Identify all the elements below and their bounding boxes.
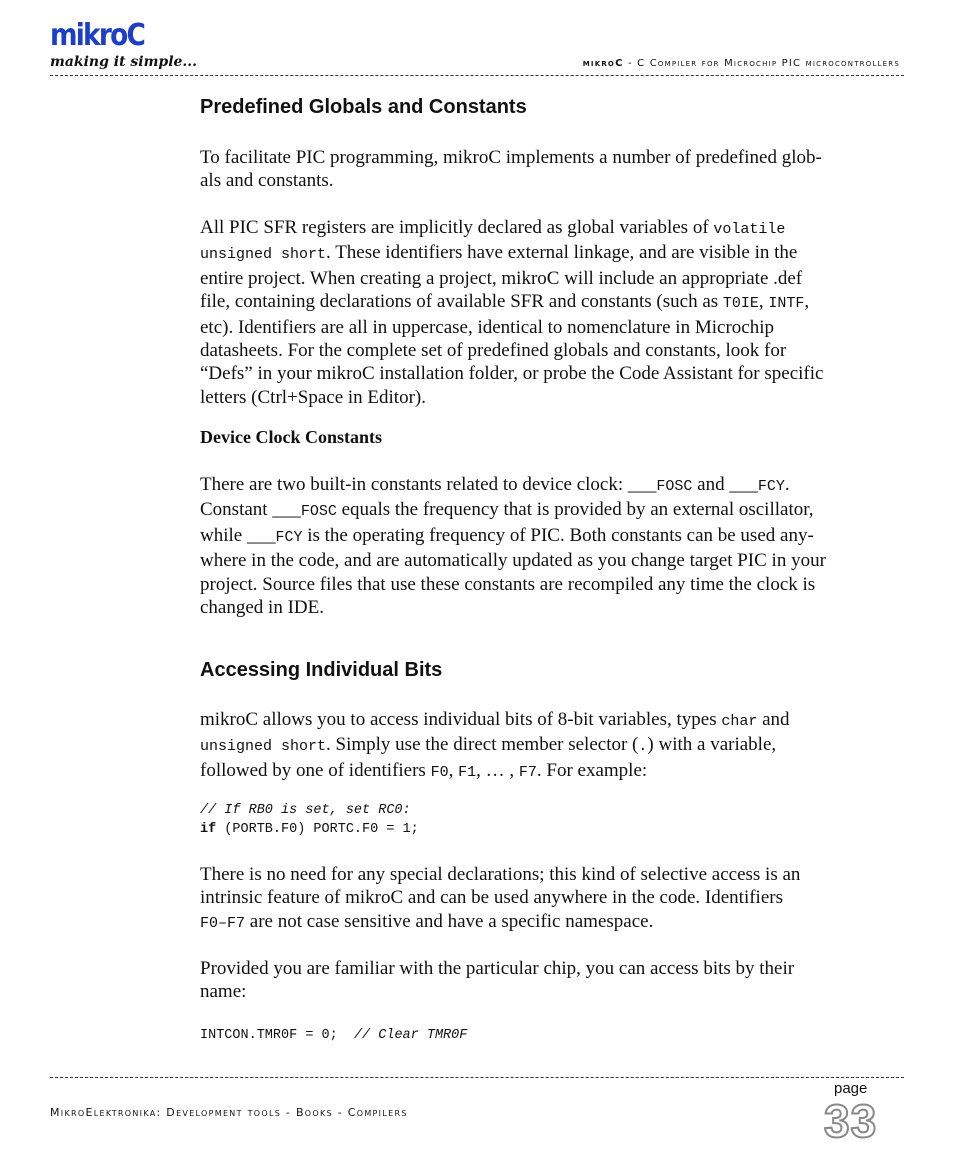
text-line: All PIC SFR registers are implicitly declared as global variables of [200,217,714,238]
subsection-heading-device-clock: Device Clock Constants [200,427,382,447]
footer-divider [50,1077,904,1078]
text-line: . Simply use the direct member selector ( [326,734,639,756]
code-inline: F0–F7 [200,914,246,932]
tagline: making it simple... [50,54,198,70]
text-line: file, containing declarations of available SFR and constants (such as [200,291,723,313]
code-example-tmr0f [200,1026,467,1045]
section-heading-predefined-globals: Predefined Globals and Constants [200,96,527,118]
paragraph-bits-by-name [200,957,794,1004]
text-line: Constant ___ [200,499,301,521]
text-line: where in the code, and are automatically updated as you change target PIC in your [200,550,826,572]
text-line: entire project. When creating a project, mikroC will include an appropriate .def [200,267,803,289]
code-line: (PORTB.F0) PORTC.F0 = 1; [216,822,419,837]
text-line: letters (Ctrl+Space in Editor). [200,386,426,408]
code-inline: . [638,738,648,756]
text-line: mikroC allows you to access individual bits of 8-bit variables, types [200,709,722,730]
text-line: datasheets. For the complete set of predefined globals and constants, look for [200,340,787,362]
header-brand: mikroC [582,58,624,69]
text-line: “Defs” in your mikroC installation folder, or probe the Code Assistant for specific [200,363,824,385]
text-sep: , [758,291,769,313]
text-line: There is no need for any special declarations; this kind of selective access is an [200,864,801,885]
text-line: ) with a variable, [647,734,777,756]
text-line: . For example: [536,759,648,781]
paragraph-intro [200,146,822,193]
text-line: and ___ [692,474,758,495]
text-sep: , [804,291,810,313]
code-inline: F1 [458,763,477,781]
text-line: intrinsic feature of mikroC and can be used anywhere in the code. Identifiers [200,887,783,909]
text-line: project. Source files that use these constants are recompiled any time the clock is [200,573,816,595]
code-inline: F0 [430,763,449,781]
page-number: 33 [824,1095,878,1147]
text-line: name: [200,981,247,1003]
main-content [200,0,852,1155]
section-heading-individual-bits: Accessing Individual Bits [200,659,443,681]
code-inline: FOSC [656,478,693,495]
code-inline: FOSC [300,503,337,521]
text-line: als and constants. [200,170,334,192]
text-sep: , … , [476,759,519,781]
code-inline: unsigned short [200,738,327,756]
code-inline: unsigned short [200,246,327,264]
text-line: To facilitate PIC programming, mikroC implements a number of predefined glob- [200,147,822,168]
text-line: There are two built-in constants related to device clock: ___ [200,474,657,495]
code-inline: char [721,713,758,730]
page-label: page [834,1080,868,1097]
text-line: etc). Identifiers are all in uppercase, identical to nomenclature in Microchip [200,316,774,338]
code-example-bits [200,801,419,839]
code-inline: F7 [518,763,537,781]
code-inline: FCY [757,478,785,495]
text-line: and [757,709,790,730]
text-line: equals the frequency that is provided by an external oscillator, [336,499,814,521]
text-line: are not case sensitive and have a specific namespace. [245,910,654,932]
text-line: changed in IDE. [200,597,324,619]
paragraph-bits-intro [200,708,790,784]
code-inline: volatile [713,221,786,238]
footer-publisher: MikroElektronika: Development tools - Books - Compilers [50,1106,408,1119]
text-line: while ___ [200,524,276,546]
code-keyword: if [200,822,217,837]
header-title-rest: - C Compiler for Microchip PIC microcontrollers [623,58,900,69]
code-comment: // Clear TMR0F [353,1028,468,1043]
code-comment: // If RB0 is set, set RC0: [200,803,411,818]
paragraph-device-clock [200,473,826,619]
text-sep: , [448,759,459,781]
text-line: followed by one of identifiers [200,759,431,781]
text-sep: . [784,474,790,495]
code-inline: FCY [275,528,303,546]
text-line: Provided you are familiar with the particular chip, you can access bits by their [200,958,795,979]
code-line: INTCON.TMR0F = 0; [200,1028,354,1043]
code-inline: INTF [768,295,805,313]
paragraph-sfr [200,216,823,409]
text-line: . These identifiers have external linkage, and are visible in the [326,242,798,264]
code-inline: T0IE [722,295,759,313]
paragraph-no-declarations [200,863,800,935]
mikroc-logo: mikroC [50,18,145,53]
text-line: is the operating frequency of PIC. Both constants can be used any- [302,524,814,546]
